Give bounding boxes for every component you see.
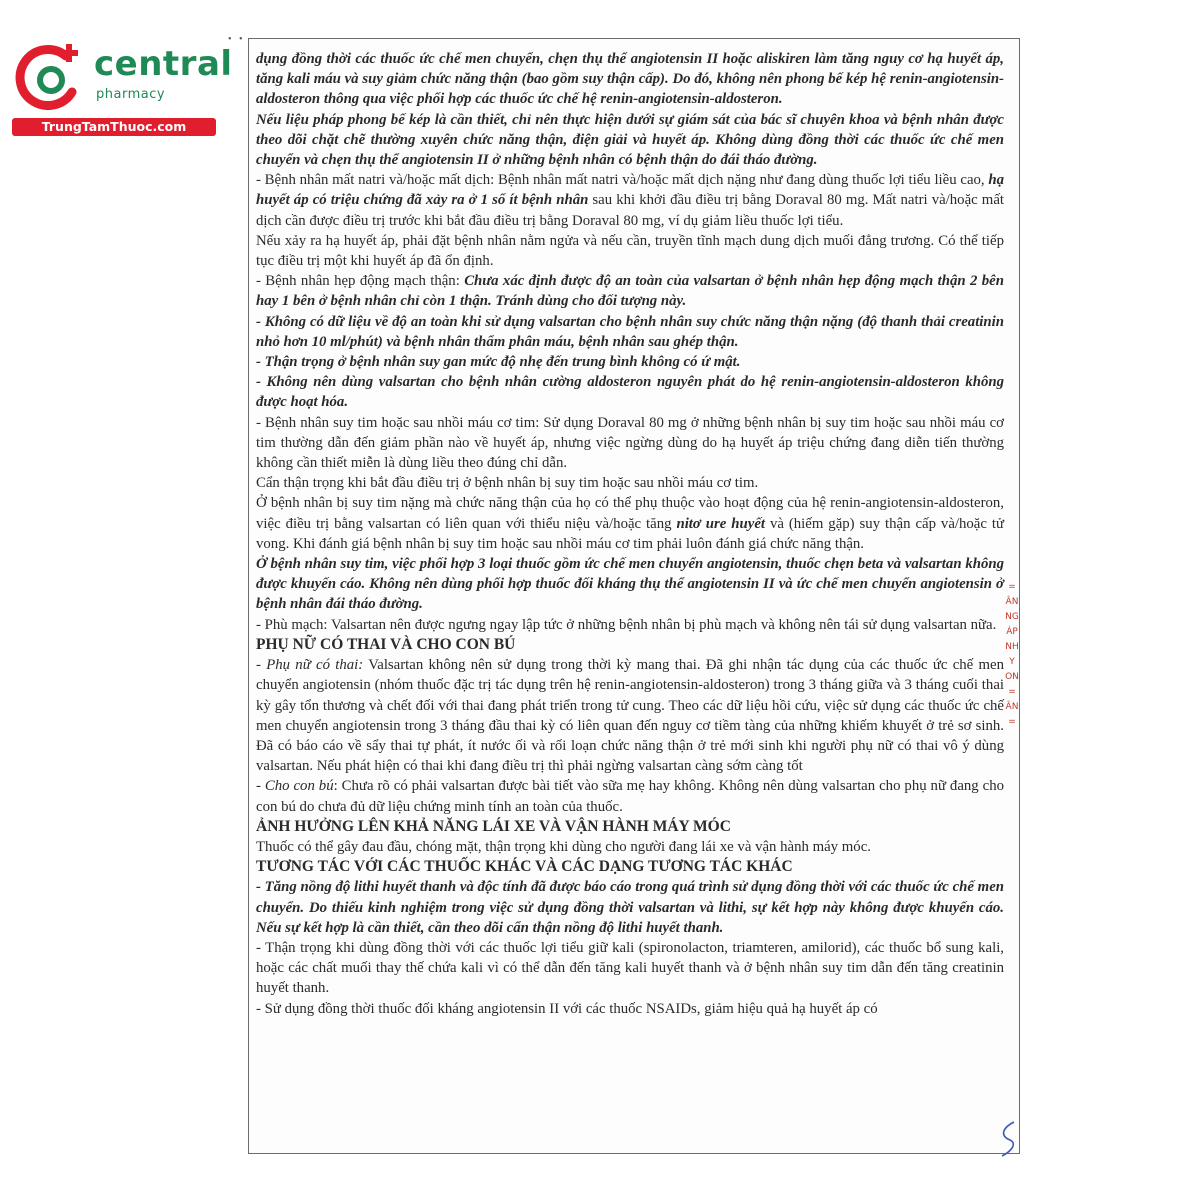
paragraph: - Phù mạch: Valsartan nên được ngưng ngay lập tức ở những bệnh nhân bị phù mạch và không nên tái sử dụng valsartan nữa.: [256, 616, 997, 633]
margin-mark: ÁP: [1006, 627, 1018, 637]
paragraph: - Thận trọng khi dùng đồng thời với các thuốc lợi tiểu giữ kali (spironolacton, triamteren, amilorid), các thuốc bổ sung kali, hoặc các chất muối thay thế chứa kali vì có thể dẫn đến tăng kali huyết thanh và ở bệnh nhân suy tim dẫn đến tăng creatinin huyết thanh.: [256, 939, 1004, 997]
emphasis-run: Chưa xác định được độ an toàn của valsartan ở bệnh nhân hẹp động mạch thận 2 bên hay 1 bên ở bệnh nhân chỉ còn 1 thận. Tránh dùng cho đối tượng này.: [256, 273, 1004, 310]
paragraph: [256, 655, 1004, 776]
paragraph: - Không có dữ liệu về độ an toàn khi sử dụng valsartan cho bệnh nhân suy chức năng thận nặng (độ thanh thải creatinin nhỏ hơn 10 ml/phút) và bệnh nhân thẩm phân máu, bệnh nhân sau ghép thận.: [256, 313, 1004, 350]
scan-specks: • •: [228, 34, 243, 45]
logo-subtitle: pharmacy: [96, 87, 166, 102]
emphasis-run: hạ huyết áp có triệu chứng đã xảy ra ở 1 số ít bệnh nhân: [256, 172, 1004, 209]
paragraph: [256, 170, 1004, 231]
section-heading: TƯƠNG TÁC VỚI CÁC THUỐC KHÁC VÀ CÁC DẠNG TƯƠNG TÁC KHÁC: [256, 858, 793, 876]
section-heading: PHỤ NỮ CÓ THAI VÀ CHO CON BÚ: [256, 635, 516, 653]
document-sheet: [248, 38, 1020, 1154]
text-run: : Chưa rõ có phải valsartan được bài tiết vào sữa mẹ hay không. Không nên dùng valsartan cho phụ nữ đang cho con bú do chưa đủ dữ liệu chứng minh tính an toàn của thuốc.: [256, 778, 1005, 815]
margin-mark: ÂN: [1005, 702, 1019, 712]
margin-mark: =: [1008, 582, 1016, 592]
paragraph: Ở bệnh nhân suy tim, việc phối hợp 3 loại thuốc gồm ức chế men chuyển angiotensin, thuốc chẹn beta và valsartan không được khuyến cáo. Không nên dùng phối hợp thuốc đối kháng thụ thể angiotensin II và ức chế men chuyển angiotensin ở bệnh nhân đái tháo đường.: [256, 556, 1004, 613]
logo-website-badge: TrungTamThuoc.com: [12, 118, 216, 136]
margin-mark: NG: [1005, 612, 1019, 622]
paragraph: Nếu xảy ra hạ huyết áp, phải đặt bệnh nhân nằm ngửa và nếu cần, truyền tĩnh mạch dung dịch muối đẳng trương. Có thể tiếp tục điều trị một khi huyết áp đã ổn định.: [256, 232, 1004, 270]
section-heading: ẢNH HƯỞNG LÊN KHẢ NĂNG LÁI XE VÀ VẬN HÀNH MÁY MÓC: [256, 817, 731, 835]
margin-mark: =: [1008, 717, 1016, 727]
margin-mark: Y: [1009, 657, 1015, 667]
margin-mark: =: [1008, 687, 1016, 697]
label-run: - Cho con bú: [256, 778, 334, 795]
paragraph: Thuốc có thể gây đau đầu, chóng mặt, thận trọng khi dùng cho người đang lái xe và vận hành máy móc.: [256, 838, 871, 855]
text-run: - Bệnh nhân mất natri và/hoặc mất dịch: Bệnh nhân mất natri và/hoặc mất dịch nặng như đang dùng thuốc lợi tiểu liều cao,: [256, 172, 989, 189]
paragraph: - Tăng nồng độ lithi huyết thanh và độc tính đã được báo cáo trong quá trình sử dụng đồng thời với các thuốc ức chế men chuyển. Do thiếu kinh nghiệm trong việc sử dụng đồng thời valsartan và lithi, sự kết hợp này không được khuyến cáo. Nếu sự kết hợp là cần thiết, cần theo dõi cẩn thận nồng độ lithi huyết thanh.: [256, 879, 1004, 936]
pen-mark-icon: [996, 1118, 1020, 1158]
label-run: - Phụ nữ có thai:: [256, 657, 364, 674]
logo-brand-name: central: [94, 44, 233, 84]
paragraph: Nếu liệu pháp phong bế kép là cần thiết, chỉ nên thực hiện dưới sự giám sát của bác sĩ chuyên khoa và bệnh nhân được theo dõi chặt chẽ thường xuyên chức năng thận, điện giải và huyết áp. Không dùng đồng thời các thuốc ức chế men chuyển và chẹn thụ thể angiotensin II ở những bệnh nhân có bệnh thận do đái tháo đường.: [256, 111, 1004, 169]
paragraph: - Thận trọng ở bệnh nhân suy gan mức độ nhẹ đến trung bình không có ứ mật.: [256, 354, 741, 371]
paragraph: - Sử dụng đồng thời thuốc đối kháng angiotensin II với các thuốc NSAIDs, giảm hiệu quả hạ huyết áp có: [256, 1000, 878, 1017]
paragraph: [256, 493, 1004, 554]
document-content: [256, 49, 1004, 1019]
text-run: sau khi khởi đầu điều trị bằng Doraval 80 mg. Mất natri và/hoặc mất dịch cần được điều trị trước khi bắt đầu điều trị bằng Doraval 80 mg, ví dụ giảm liều thuốc lợi tiểu.: [256, 192, 1004, 229]
paragraph: Cẩn thận trọng khi bắt đầu điều trị ở bệnh nhân bị suy tim hoặc sau nhồi máu cơ tim.: [256, 475, 759, 492]
text-run: Ở bệnh nhân bị suy tim nặng mà chức năng thận của họ có thể phụ thuộc vào hoạt động của hệ renin-angiotensin-aldosteron, việc điều trị bằng valsartan có liên quan với thiểu niệu và/hoặc tăng: [256, 495, 1004, 532]
margin-mark: ÂN: [1005, 597, 1019, 607]
margin-stamp-fragments: [1000, 580, 1024, 730]
paragraph: - Không nên dùng valsartan cho bệnh nhân cường aldosteron nguyên phát do hệ renin-angiotensin-aldosteron không được hoạt hóa.: [256, 374, 1004, 411]
central-pharmacy-logo-icon: [14, 40, 88, 114]
paragraph: dụng đồng thời các thuốc ức chế men chuyển, chẹn thụ thể angiotensin II hoặc aliskiren làm tăng nguy cơ hạ huyết áp, tăng kali máu và suy giảm chức năng thận (bao gồm suy thận cấp). Do đó, không nên phong bế kép hệ renin-angiotensin-aldosteron thông qua việc phối hợp các thuốc ức chế hệ renin-angiotensin-aldosteron.: [256, 51, 1004, 108]
margin-mark: ON: [1005, 672, 1019, 682]
paragraph: - Bệnh nhân suy tim hoặc sau nhồi máu cơ tim: Sử dụng Doraval 80 mg ở những bệnh nhân bị suy tim hoặc sau nhồi máu cơ tim thường dẫn đến giảm phần nào về huyết áp, nhưng việc ngừng dùng do hạ huyết áp triệu chứng đang diễn tiến thường không cần thiết miễn là dùng liều theo đúng chỉ dẫn.: [256, 414, 1004, 472]
text-run: - Bệnh nhân hẹp động mạch thận:: [256, 273, 465, 290]
text-run: và (hiếm gặp) suy thận cấp và/hoặc tử vong. Khi đánh giá bệnh nhân bị suy tim hoặc sau nhồi máu cơ tim phải luôn đánh giá chức năng thận.: [256, 515, 1004, 552]
margin-mark: NH: [1005, 642, 1019, 652]
pharmacy-logo: [8, 36, 233, 136]
paragraph: [256, 271, 1004, 311]
text-run: Valsartan không nên sử dụng trong thời kỳ mang thai. Đã ghi nhận tác dụng của các thuốc ức chế men chuyển angiotensin (nhóm thuốc đặc trị tác dụng trên hệ renin-angiotensin-aldosteron) trong 3 tháng giữa và 3 tháng cuối thai kỳ gây tổn thương và chết đối với thai đang phát triển trong tử cung. Theo các dữ liệu hồi cứu, việc sử dụng các thuốc ức chế men chuyển angiotensin trong 3 tháng đầu thai kỳ có liên quan đến nguy cơ tiềm tàng của những khiếm khuyết ở trẻ sơ sinh. Đã có báo cáo về sẩy thai tự phát, ít nước ối và rối loạn chức năng thận ở trẻ mới sinh khi người phụ nữ có thai vô ý dùng valsartan. Nếu phát hiện có thai khi đang điều trị thì phải ngừng valsartan càng sớm càng tốt: [256, 657, 1004, 775]
paragraph: [256, 776, 1004, 816]
emphasis-run: nitơ ure huyết: [676, 515, 765, 532]
